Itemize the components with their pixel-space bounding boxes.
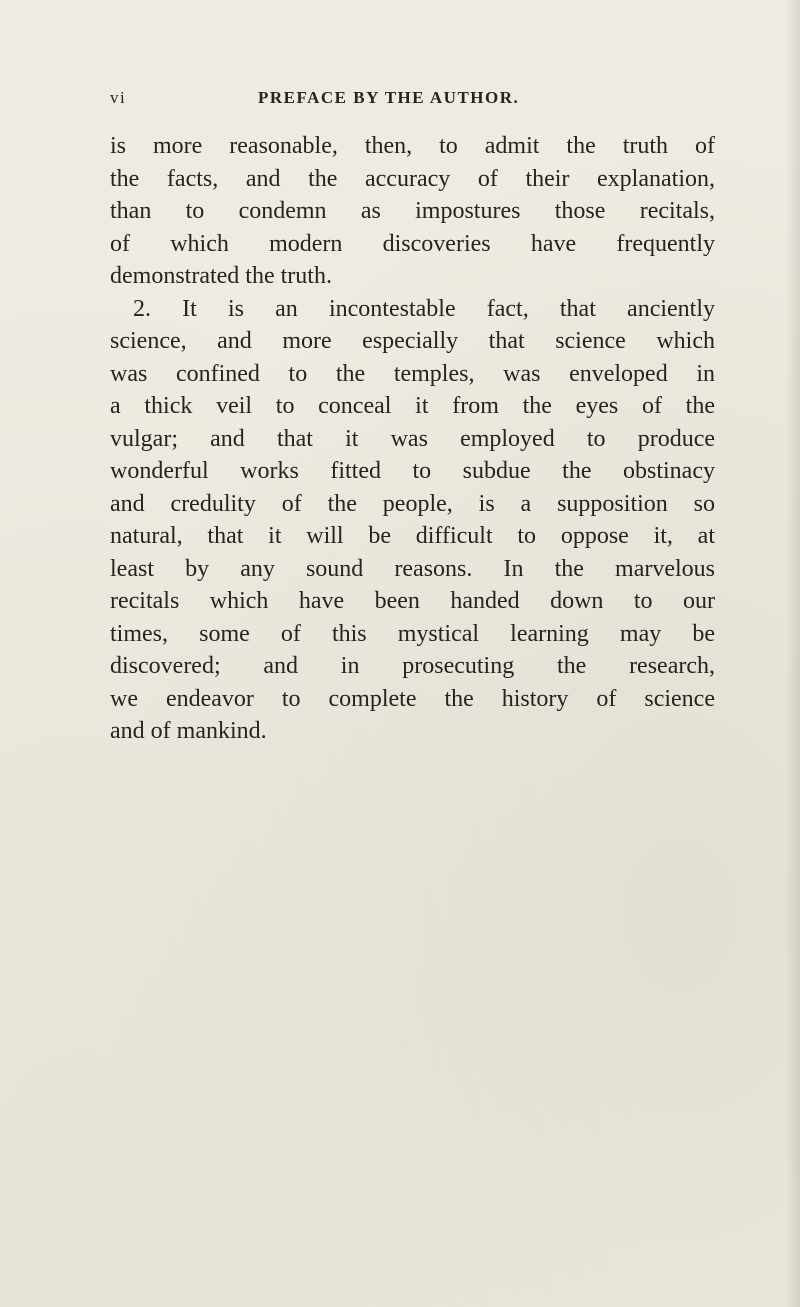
text-line: times, some of this mystical learning may be bbox=[110, 620, 715, 647]
text-line: natural, that it will be difficult to oppose it, at bbox=[110, 523, 715, 549]
text-line: was confined to the temples, was enveloped in bbox=[110, 360, 715, 387]
page-edge-shadow bbox=[786, 0, 800, 1307]
text-line: a thick veil to conceal it from the eyes of the bbox=[110, 393, 715, 419]
paragraph-end-line: and of mankind. bbox=[110, 718, 267, 744]
text-line: we endeavor to complete the history of science bbox=[110, 685, 715, 712]
text-line: of which modern discoveries have frequently bbox=[110, 230, 715, 257]
text-line: the facts, and the accuracy of their explanation, bbox=[110, 165, 715, 192]
text-line: than to condemn as impostures those recitals, bbox=[110, 198, 715, 224]
paragraph-start-line: 2. It is an incontestable fact, that anciently bbox=[133, 295, 715, 322]
text-line: and credulity of the people, is a supposition so bbox=[110, 490, 715, 517]
running-head-title: PREFACE BY THE AUTHOR. bbox=[258, 88, 520, 107]
paragraph-end-line: demonstrated the truth. bbox=[110, 263, 332, 289]
text-line: least by any sound reasons. In the marvelous bbox=[110, 555, 715, 582]
running-head bbox=[110, 88, 700, 112]
text-line: discovered; and in prosecuting the research, bbox=[110, 653, 715, 679]
text-line: recitals which have been handed down to our bbox=[110, 588, 715, 614]
text-line: science, and more especially that science which bbox=[110, 328, 715, 354]
text-line: vulgar; and that it was employed to produce bbox=[110, 425, 715, 452]
text-line: is more reasonable, then, to admit the truth of bbox=[110, 133, 715, 159]
body-text bbox=[110, 130, 715, 748]
page-number: vi bbox=[110, 88, 127, 107]
text-line: wonderful works fitted to subdue the obstinacy bbox=[110, 458, 715, 484]
